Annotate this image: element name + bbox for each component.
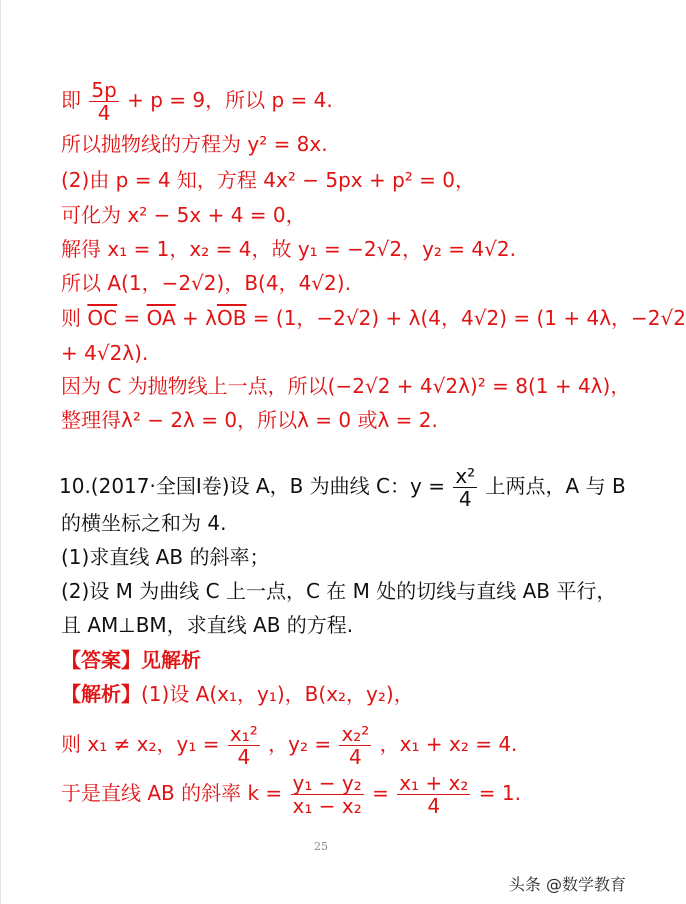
watermark-label: 头条 @数学教育 xyxy=(508,875,626,894)
problem-line-5: 且 AM⊥BM，求直线 AB 的方程. xyxy=(61,613,354,637)
analysis-label: 【解析】 xyxy=(61,682,141,706)
solution-text: 则 xyxy=(61,306,81,330)
fraction-numerator: y₁ − y₂ xyxy=(292,771,362,795)
vector-oa: $\overline{OA}$ xyxy=(146,306,176,330)
solution-line-7 xyxy=(61,303,686,333)
analysis-text: 于是直线 AB 的斜率 k = xyxy=(61,781,283,805)
vector-oc: $\overline{OC}$ xyxy=(87,306,118,330)
solution-line-1 xyxy=(61,80,333,123)
fraction-x2sq-over-4 xyxy=(339,724,371,767)
answer-label: 【答案】见解析 xyxy=(61,648,201,672)
fraction-denominator: 4 xyxy=(349,745,362,769)
fraction-numerator: 5p xyxy=(91,78,117,102)
analysis-line-1 xyxy=(61,679,414,709)
solution-line-2: 所以抛物线的方程为 y² = 8x. xyxy=(61,132,328,156)
solution-line-5: 解得 x₁ = 1，x₂ = 4，故 y₁ = −2√2，y₂ = 4√2. xyxy=(61,237,516,261)
problem-line-2: 的横坐标之和为 4. xyxy=(61,511,227,535)
fraction-5p-over-4 xyxy=(89,80,118,123)
problem-line-1 xyxy=(59,466,626,509)
fraction-x1sq-over-4 xyxy=(228,724,260,767)
analysis-text: (1)设 A(x₁，y₁)，B(x₂，y₂)， xyxy=(141,682,414,706)
solution-line-3: (2)由 p = 4 知，方程 4x² − 5px + p² = 0， xyxy=(61,168,475,192)
solution-line-4: 可化为 x² − 5x + 4 = 0， xyxy=(61,203,306,227)
solution-text: = (1，−2√2) + λ(4，4√2) = (1 + 4λ，−2√2 xyxy=(246,306,686,330)
analysis-line-2 xyxy=(61,724,517,767)
analysis-text: ，x₁ + x₂ = 4. xyxy=(379,732,518,756)
solution-line-10: 整理得λ² − 2λ = 0，所以λ = 0 或λ = 2. xyxy=(61,408,438,432)
fraction-numerator: x₂² xyxy=(341,722,370,746)
fraction-sum-over-4 xyxy=(397,773,470,816)
fraction-denominator: 4 xyxy=(458,487,472,511)
fraction-numerator: x₁² xyxy=(229,722,258,746)
fraction-denominator: 4 xyxy=(427,794,441,818)
solution-line-8: + 4√2λ). xyxy=(61,341,149,365)
fraction-denominator: 4 xyxy=(97,101,111,125)
analysis-text: = 1. xyxy=(478,781,521,805)
fraction-denominator: x₁ − x₂ xyxy=(292,794,362,818)
fraction-numerator: x₁ + x₂ xyxy=(399,771,469,795)
solution-text: + p = 9，所以 p = 4. xyxy=(127,88,333,112)
fraction-numerator: x² xyxy=(455,464,476,488)
analysis-text: = xyxy=(372,781,389,805)
analysis-text: 则 x₁ ≠ x₂，y₁ = xyxy=(61,732,220,756)
problem-text: 上两点，A 与 B xyxy=(485,474,626,498)
fraction-x2-over-4 xyxy=(453,466,477,509)
solution-line-6: 所以 A(1，−2√2)，B(4，4√2). xyxy=(61,271,351,295)
analysis-line-3 xyxy=(61,773,521,816)
solution-text: + λ xyxy=(175,306,217,330)
problem-line-3: (1)求直线 AB 的斜率； xyxy=(61,545,270,569)
vector-ob: $\overline{OB}$ xyxy=(216,306,247,330)
problem-text: 10.(2017·全国Ⅰ卷)设 A，B 为曲线 C：y = xyxy=(59,474,445,498)
solution-text: = xyxy=(117,306,147,330)
fraction-slope xyxy=(291,773,364,816)
fraction-denominator: 4 xyxy=(237,745,251,769)
analysis-text: ，y₂ = xyxy=(268,732,332,756)
solution-line-9: 因为 C 为抛物线上一点，所以(−2√2 + 4√2λ)² = 8(1 + 4λ)， xyxy=(61,374,631,398)
page-number: 25 xyxy=(314,840,328,853)
problem-line-4: (2)设 M 为曲线 C 上一点，C 在 M 处的切线与直线 AB 平行， xyxy=(61,579,617,603)
solution-text: 即 xyxy=(61,88,81,112)
